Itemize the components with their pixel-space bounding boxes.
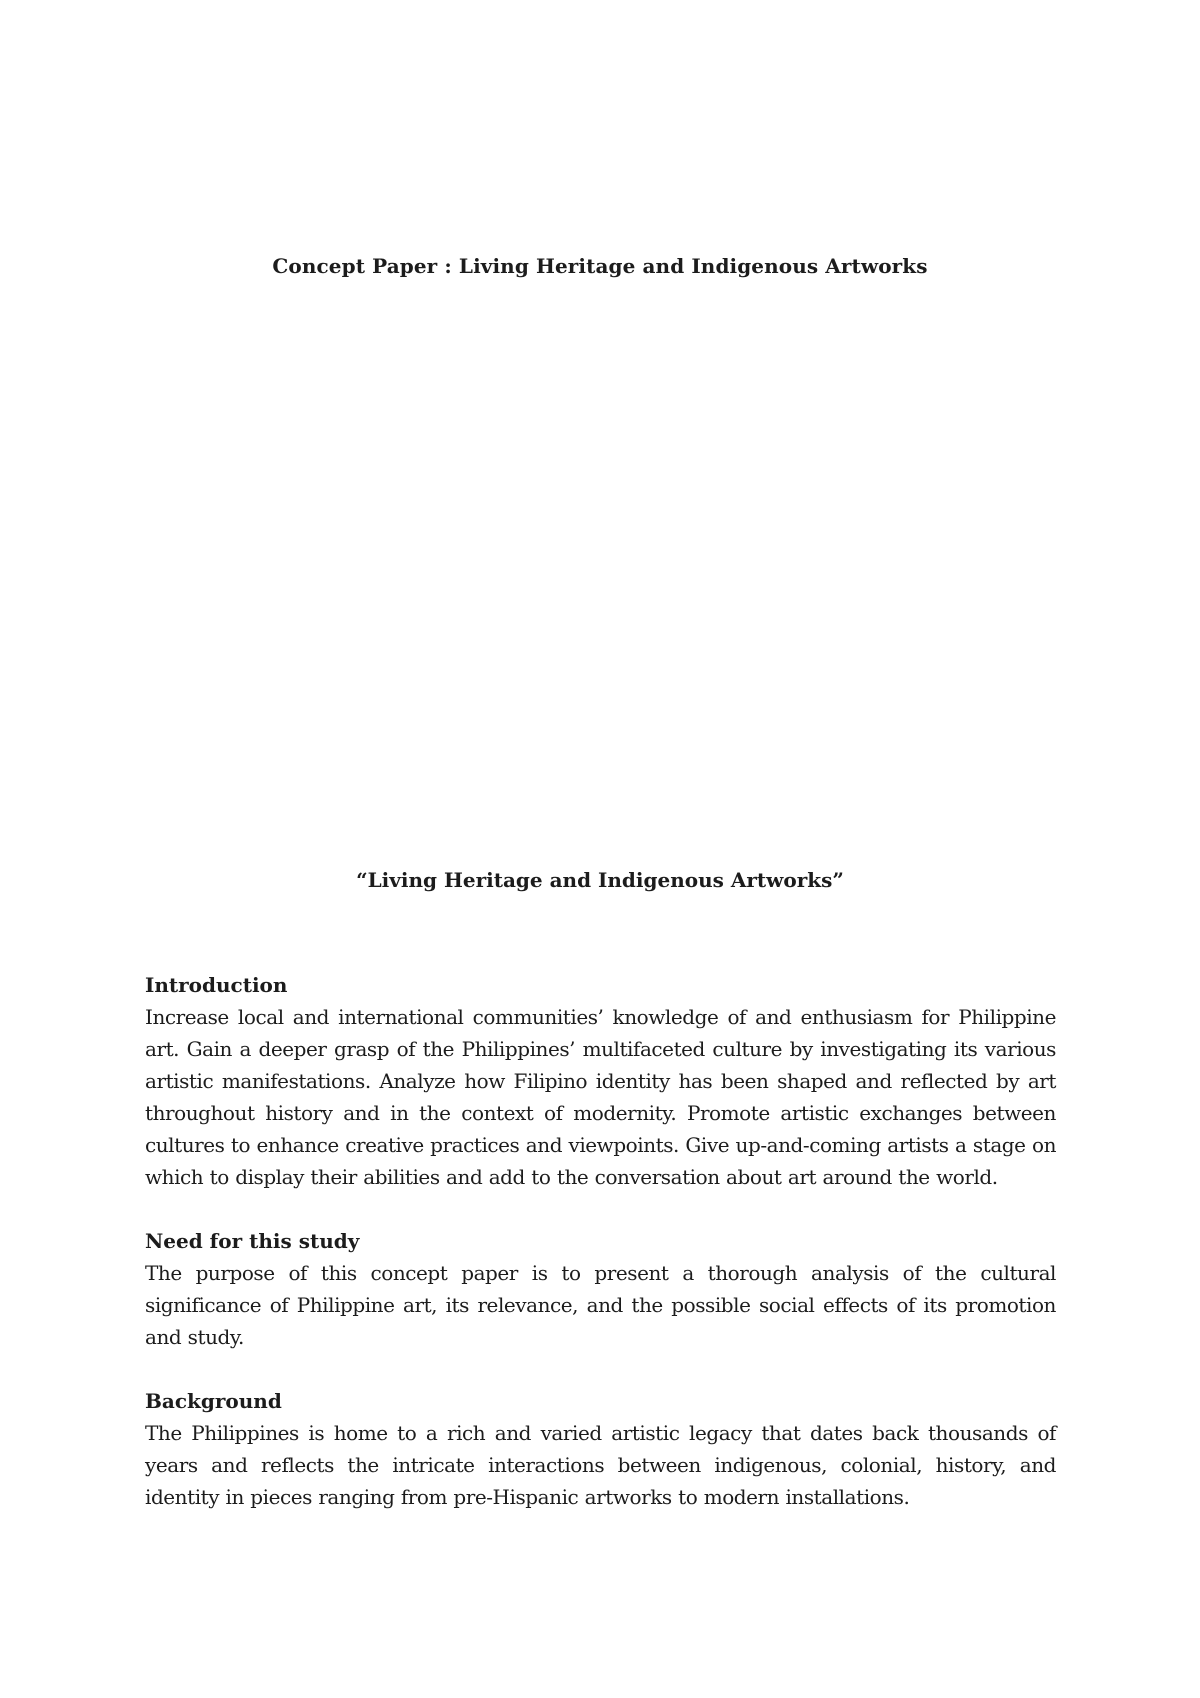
document-title: Concept Paper : Living Heritage and Indigenous Artworks — [272, 254, 928, 278]
section-background — [145, 1385, 1056, 1513]
section-heading: Need for this study — [145, 1229, 360, 1253]
quoted-title: “Living Heritage and Indigenous Artworks” — [356, 868, 844, 892]
section-introduction — [145, 969, 1056, 1193]
section-paragraph: The Philippines is home to a rich and varied artistic legacy that dates back thousands of years and reflects the intricate interactions between indigenous, colonial, history, and identity in pieces ranging from pre-Hispanic artworks to modern installations. — [145, 1421, 1056, 1509]
section-heading: Introduction — [145, 973, 288, 997]
section-paragraph: Increase local and international communities’ knowledge of and enthusiasm for Philippine art. Gain a deeper grasp of the Philippines’ multifaceted culture by investigating its various artistic manifestations. Analyze how Filipino identity has been shaped and reflected by art throughout history and in the context of modernity. Promote artistic exchanges between cultures to enhance creative practices and viewpoints. Give up-and-coming artists a stage on which to display their abilities and add to the conversation about art around the world. — [145, 1005, 1056, 1189]
document-body — [145, 969, 1056, 1545]
section-need-for-study — [145, 1225, 1056, 1353]
section-paragraph: The purpose of this concept paper is to present a thorough analysis of the cultural significance of Philippine art, its relevance, and the possible social effects of its promotion and study. — [145, 1261, 1056, 1349]
section-heading: Background — [145, 1389, 282, 1413]
